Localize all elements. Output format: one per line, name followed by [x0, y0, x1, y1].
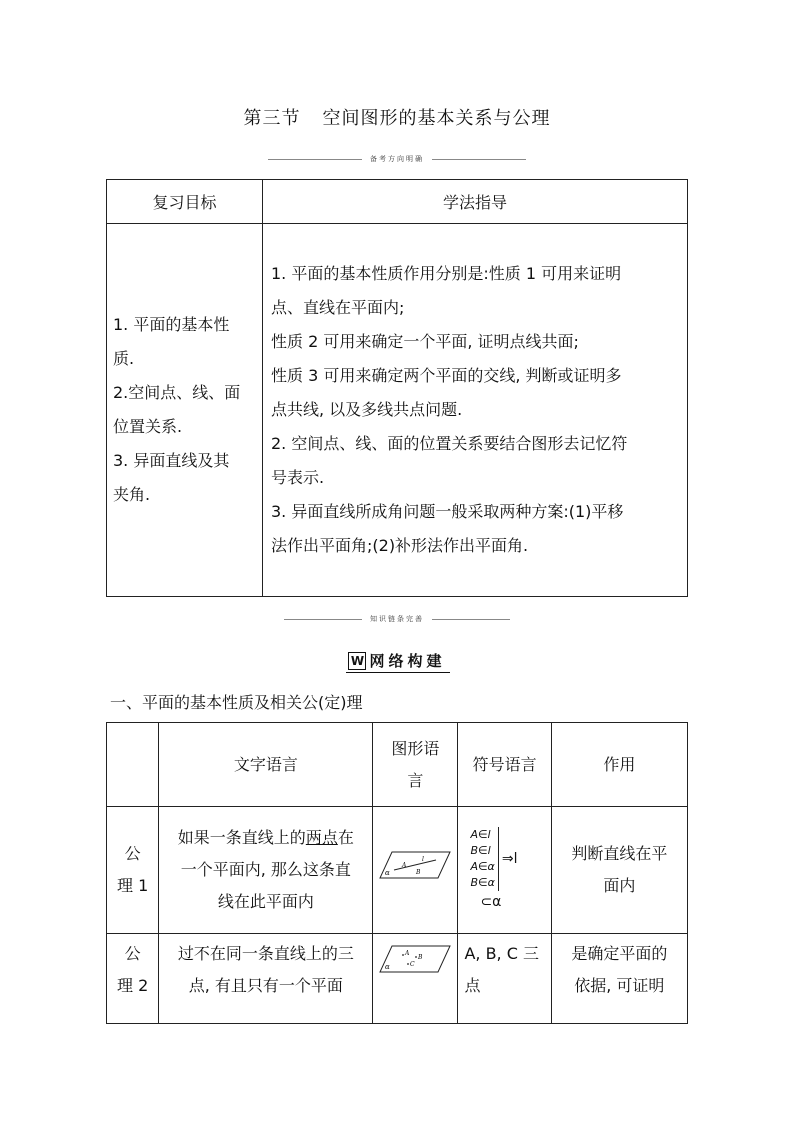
section-number: 第三节: [243, 108, 301, 129]
header-function: 作用: [551, 723, 687, 807]
axiom-function: 判断直线在平 面内: [551, 807, 687, 934]
network-heading-text: 网络构建: [369, 652, 446, 670]
goal-line: 位置关系.: [113, 417, 183, 436]
axiom-symbol: A∈l B∈l A∈α B∈α ⇒l ⊂α: [458, 807, 551, 934]
review-table: [106, 179, 688, 597]
guide-line: 性质 2 可用来确定一个平面, 证明点线共面;: [271, 332, 579, 351]
axiom-symbol: A, B, C 三 点: [458, 934, 551, 1024]
axiom-text: 过不在同一条直线上的三 点, 有且只有一个平面: [159, 934, 373, 1024]
header-review-goals: 复习目标: [107, 180, 263, 224]
goal-line: 1. 平面的基本性: [113, 315, 230, 334]
svg-text:C: C: [410, 961, 416, 968]
guide-line: 3. 异面直线所成角问题一般采取两种方案:(1)平移: [271, 502, 624, 521]
goal-line: 2.空间点、线、面: [113, 383, 241, 402]
goal-line: 3. 异面直线及其: [113, 451, 230, 470]
w-badge-icon: W: [348, 652, 366, 670]
plane-line-figure-icon: [378, 850, 452, 880]
page-title: [0, 104, 794, 130]
review-goals-cell: [107, 224, 263, 597]
header-study-guide: 学法指导: [263, 180, 688, 224]
axiom-figure: [373, 934, 458, 1024]
axioms-table: [106, 722, 688, 1024]
axiom-figure: [373, 807, 458, 934]
svg-text:B: B: [418, 954, 423, 961]
axiom-name: 公 理 2: [107, 934, 159, 1024]
guide-line: 号表示.: [271, 468, 325, 487]
header-figure-language: 图形语 言: [373, 723, 458, 807]
guide-line: 性质 3 可用来确定两个平面的交线, 判断或证明多: [271, 366, 622, 385]
divider-knowledge-chain: 知识链条完善: [284, 612, 510, 626]
guide-line: 2. 空间点、线、面的位置关系要结合图形去记忆符: [271, 434, 628, 453]
guide-line: 法作出平面角;(2)补形法作出平面角.: [271, 536, 529, 555]
header-blank: [107, 723, 159, 807]
svg-text:A: A: [402, 861, 407, 869]
subsection-title: 一、平面的基本性质及相关公(定)理: [110, 693, 363, 712]
header-symbol-language: 符号语言: [458, 723, 551, 807]
goal-line: 夹角.: [113, 485, 151, 504]
divider-exam-direction: 备考方向明确: [268, 152, 526, 166]
axiom-name: 公 理 1: [107, 807, 159, 934]
svg-text:l: l: [422, 855, 425, 863]
table-row: [107, 807, 688, 934]
section-name: 空间图形的基本关系与公理: [322, 108, 551, 129]
table-row: [107, 934, 688, 1024]
plane-points-figure-icon: [378, 944, 452, 974]
axiom-text: 如果一条直线上的两点在 一个平面内, 那么这条直 线在此平面内: [159, 807, 373, 934]
axiom-function: 是确定平面的 依据, 可证明: [551, 934, 687, 1024]
guide-line: 点共线, 以及多线共点问题.: [271, 400, 463, 419]
guide-line: 点、直线在平面内;: [271, 298, 405, 317]
goal-line: 质.: [113, 349, 135, 368]
study-guide-cell: [263, 224, 688, 597]
guide-line: 1. 平面的基本性质作用分别是:性质 1 可用来证明: [271, 264, 622, 283]
svg-text:B: B: [416, 868, 421, 876]
header-text-language: 文字语言: [159, 723, 373, 807]
svg-text:α: α: [385, 868, 391, 877]
network-heading: [0, 650, 794, 671]
svg-text:A: A: [405, 950, 410, 957]
svg-text:α: α: [385, 963, 391, 971]
